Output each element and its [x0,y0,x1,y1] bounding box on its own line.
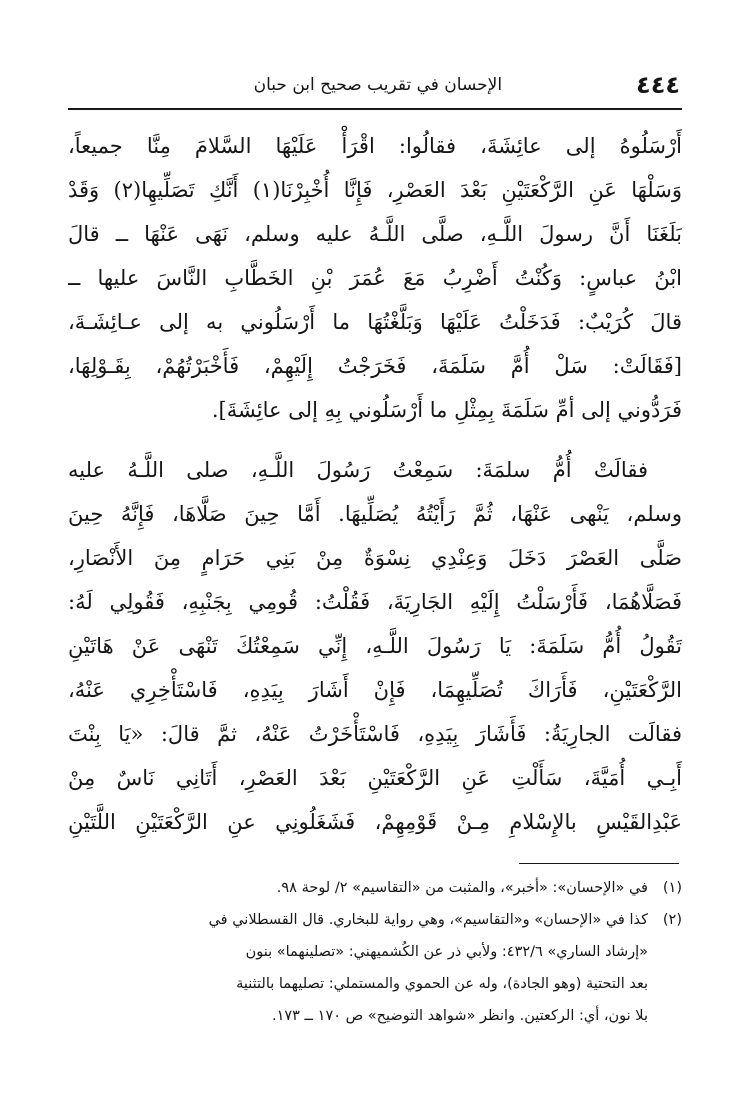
footnote-number: (٢) [662,912,682,928]
footnote-line: بعد التحتية (وهو الجادة)، وله عن الحموي والمستملي: تصليهما بالتثنية [236,976,648,992]
text-line: أَرْسَلُوهُ إلى عائِشَةَ، فقالُوا: اقْرَأْ عَلَيْهَا السَّلامَ مِنَّا جميعاً، [68,134,682,158]
text-line: الرَّكْعَتَيْنِ، فَأَرَاكَ تُصَلِّيهِمَا، فَإِنْ أَشَارَ بِيَدِهِ، فَاسْتَأْخِرِي عَنْهُ، [68,678,682,702]
footnote-number: (١) [662,880,682,896]
text-line: قالَ كُرَيْبٌ: فَدَخَلْتُ عَلَيْهَا وَبَلَّغْتُهَا ما أَرْسَلُوني به إلى عـائِشَـةَ، [68,310,682,334]
footnote-line: «إرشاد الساري» ٤٣٢/٦: ولأبي ذر عن الكُشميهني: «تصلينهما» بنون [245,944,648,960]
footnote-divider [519,863,679,864]
text-line: وسلم، يَنْهى عَنْهَا، ثُمَّ رَأَيْتُهُ يُصَلِّيهَا. أَمَّا حِينَ صَلَّاهَا، فَإِنَّهُ حِينَ [68,502,682,526]
footnote-line [68,872,682,904]
page-number: ٤٤٤ [636,71,680,99]
text-line: فَصَلَّاهُمَا، فَأَرْسَلْتُ إِلَيْهِ الجَارِيَةَ، فَقُلْتُ: قُومِي بِجَنْبِهِ، فَقُولِي لَهُ: [68,590,682,614]
running-header [70,68,680,102]
text-line: فَرَدُّوني إلى أمِّ سَلَمَةَ بِمِثْلِ ما أَرْسَلُوني بِهِ إلى عائِشَةَ]. [211,398,682,422]
text-line: بَلَغَنَا أَنَّ رسولَ اللَّـهِ، صلَّى اللَّـهُ عليه وسلم، نَهَى عَنْهَا ــ قالَ [68,222,682,246]
paragraph-1 [68,124,682,432]
footnote-2 [68,904,682,1032]
paragraph-gap [68,432,682,448]
text-line: تَقُولُ أُمُّ سَلَمَةَ: يَا رَسُولَ اللَّـهِ، إِنِّي سَمِعْتُكَ تَنْهَى عَنْ هَاتَيْنِ [68,634,682,658]
paragraph-2 [68,448,682,844]
book-title: الإحسان في تقريب صحيح ابن حبان [253,75,503,95]
footnote-1 [68,872,682,904]
text-line: صَلَّى العَصْرَ دَخَلَ وَعِنْدِي نِسْوَةٌ مِنْ بَنِي حَرَامٍ مِنَ الأَنْصَارِ، [68,546,682,570]
footnotes [68,872,682,1032]
footnote-line: بلا نون، أي: الركعتين. وانظر «شواهد التوضيح» ص ١٧٠ ــ ١٧٣. [271,1008,648,1024]
text-line: وَسَلْهَا عَنِ الرَّكْعَتَيْنِ بَعْدَ العَصْرِ، فَإِنَّا أُخْبِرْنَا(١) أَنَّكِ تَصَلِّيهِا(٢) وَقَدْ [68,178,682,202]
footnote-line [68,904,682,936]
footnote-text: في «الإحسان»: «أخبر»، والمثبت من «التقاسيم» ٢/ لوحة ٩٨. [276,880,648,896]
text-line: فقالَتْ أُمُّ سلمَةَ: سَمِعْتُ رَسُولَ اللَّـهِ، صلى اللَّـهُ عليه [68,458,648,482]
header-divider [68,108,682,110]
main-text [68,124,682,844]
text-line: عَبْدِالقَيْسِ بالإِسْلامِ مِـنْ قَوْمِهِمْ، فَشَغَلُونِي عنِ الرَّكْعَتَيْنِ اللَّتَيْنِ [68,810,682,834]
footnote-text: كذا في «الإحسان» و«التقاسيم»، وهي رواية للبخاري. قال القسطلاني في [208,912,648,928]
text-line: فقالَت الجارِيَةُ: فَأَشَارَ بِيَدِهِ، فَاسْتَأْخَرْتُ عَنْهُ، ثمَّ قالَ: «يَا بِنْتَ [68,722,682,746]
text-line: أَبِـي أُمَيَّةَ، سَأَلْتِ عَنِ الرَّكْعَتَيْنِ بَعْدَ العَصْرِ، أَتَانِي نَاسٌ مِنْ [68,766,682,790]
text-line: ابْنُ عباسٍ: وَكُنْتُ أَضْرِبُ مَعَ عُمَرَ بْنِ الخَطَّابِ النَّاسَ عليها ــ [68,266,682,290]
text-line: [فَقَالَتْ: سَلْ أُمَّ سَلَمَةَ، فَخَرَجْتُ إِلَيْهِمْ، فَأَخْبَرْتُهُمْ، بِقَـوْلِهَا، [68,354,682,378]
